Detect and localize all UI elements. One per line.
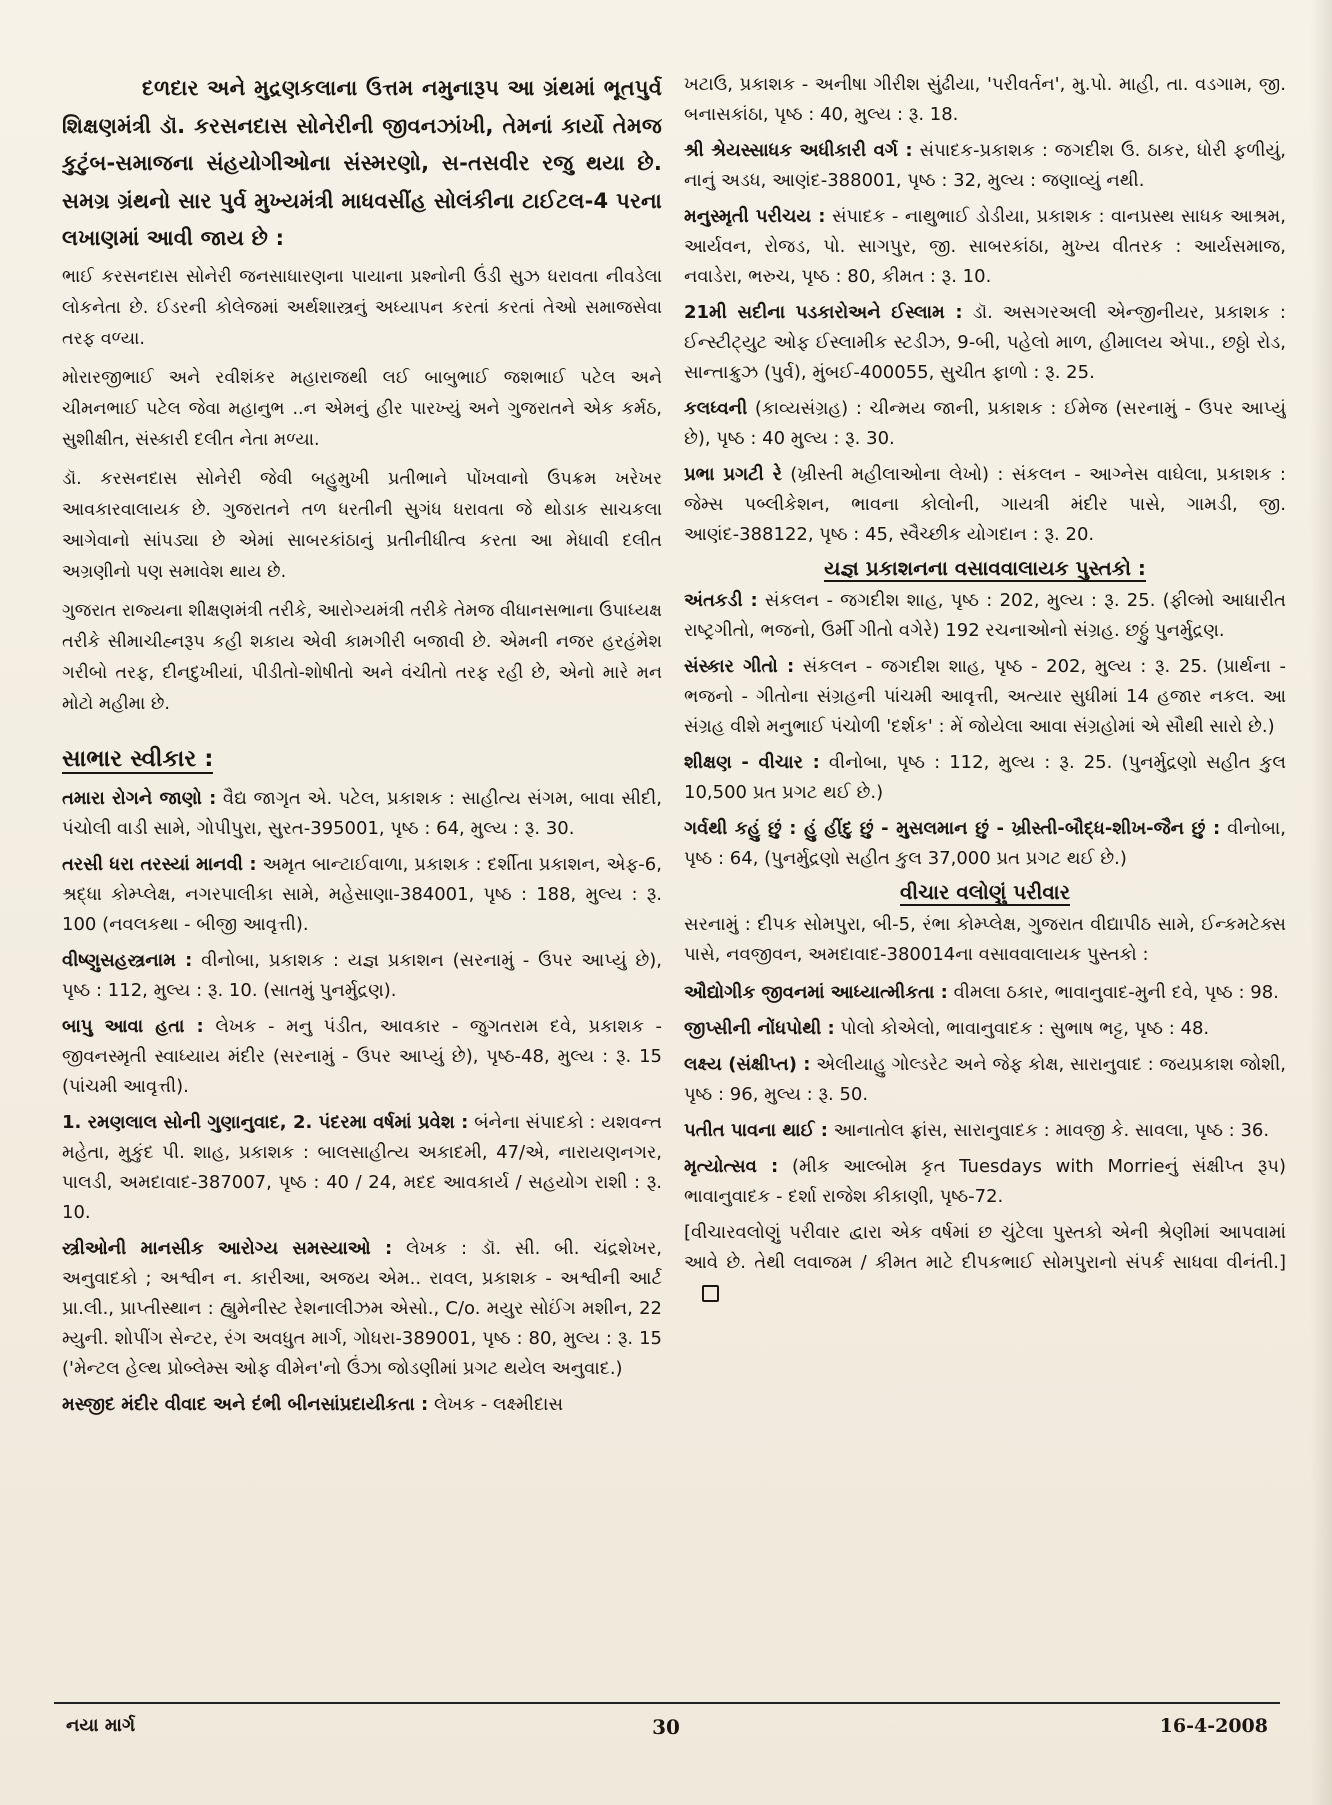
book-details: વીમલા ઠકાર, ભાવાનુવાદ-મુની દવે, પૃષ્ઠ : 98. [947,982,1279,1003]
book-details: પોલો કોએલો, ભાવાનુવાદક : સુભાષ ભટ્ટ, પૃષ્ઠ : 48. [834,1018,1210,1039]
book-title: બાપુ આવા હતા : [62,1015,204,1037]
book-entry [684,1116,1286,1146]
book-entry [62,946,662,1006]
book-details: સંપાદક-પ્રકાશક : જગદીશ ઉ. ઠાકર, ધોરી ફળીયું, નાનું અડધ, આણંદ-388001, પૃષ્ઠ : 32, મુલ્ય : જણાવ્યું નથી. [684,140,1286,191]
book-entry [684,748,1286,808]
book-entry [684,202,1286,292]
book-list [62,784,662,1420]
book-title: લક્ષ્ય (સંક્ષીપ્ત) : [684,1054,811,1075]
book-entry [62,850,662,940]
book-title: તરસી ધરા તરસ્યાં માનવી : [62,853,257,875]
book-details: આનાતોલ ફ્રાંસ, સારાનુવાદક : માવજી કે. સાવલા, પૃષ્ઠ : 36. [827,1120,1270,1141]
book-details: લેખક - મનુ પંડીત, આવકાર - જુગતરામ દવે, પ્રકાશક - જીવનસ્મૃતી સ્વાધ્યાય મંદીર (સરનામું - ઉપર આપ્યું છે), પૃષ્ઠ-48, મુલ્ય : રૂ. 15 (પાંચમી આવૃત્તી). [62,1015,662,1097]
book-title: પ્રભા પ્રગટી રે [684,464,782,485]
book-entry [684,460,1286,550]
book-entry [684,652,1286,742]
quote-paragraph: ડૉ. કરસનદાસ સોનેરી જેવી બહુમુખી પ્રતીભાને પોંખવાનો ઉપક્રમ ખરેખર આવકારવાલાયક છે. ગુજરાતને તળ ધરતીની સુગંધ ધરાવતા જે થોડાક સાચકલા આગેવાનો સાંપડ્યા છે એમાં સાબરકાંઠાનું પ્રતીનીધીત્વ કરતા આ મેધાવી દલીત અગ્રણીનો પણ સમાવેશ થાય છે. [62,468,662,582]
book-title: શીક્ષણ - વીચાર : [684,752,820,773]
section-heading-text: યજ્ઞ પ્રકાશનના વસાવવાલાયક પુસ્તકો : [824,556,1146,580]
book-entry [684,1050,1286,1110]
book-entry [62,1390,662,1420]
book-title: વીષ્ણુસહસ્ત્રનામ : [62,949,193,971]
book-entry [684,978,1286,1008]
quote-block [62,262,662,720]
intro-paragraph [62,70,662,258]
book-details: વીનોબા, પૃષ્ઠ : 64, (પુનર્મુદ્રણો સહીત કુલ 37,000 પ્રત પ્રગટ થઈ છે.) [684,818,1286,869]
yagna-book-list [684,586,1286,874]
book-details: લેખક - લક્ષ્મીદાસ [428,1393,564,1415]
page-number: 30 [652,1715,680,1739]
book-details: (ખ્રીસ્તી મહીલાઓના લેખો) : સંકલન - આગ્નેસ વાઘેલા, પ્રકાશક : જેમ્સ પબ્લીકેશન, ભાવના કોલોની, ગાયત્રી મંદીર પાસે, ગામડી, જી. આણંદ-388122, પૃષ્ઠ : 45, સ્વૈચ્છીક યોગદાન : રૂ. 20. [684,464,1286,545]
book-details: વૈદ્ય જાગૃત એ. પટેલ, પ્રકાશક : સાહીત્ય સંગમ, બાવા સીદી, પંચોલી વાડી સામે, ગોપીપુરા, સુરત-395001, પૃષ્ઠ : 64, મુલ્ય : રૂ. 30. [62,787,662,839]
book-details: સંકલન - જગદીશ શાહ, પૃષ્ઠ - 202, મુલ્ય : રૂ. 25. (પ્રાર્થના - ભજનો - ગીતોના સંગ્રહની પાંચમી આવૃત્તી, અત્યાર સુધીમાં 14 હજાર નકલ. આ સંગ્રહ વીશે મનુભાઈ પંચોળી 'દર્શક' : મેં જોયેલા આવા સંગ્રહોમાં એ સૌથી સારો છે.) [684,656,1286,737]
book-title: કલધ્વની [684,398,748,419]
magazine-name: નયા માર્ગ [66,1715,136,1736]
issue-date: 16-4-2008 [1159,1715,1268,1737]
book-title: 21મી સદીના પડકારોઅને ઈસ્લામ : [684,302,963,323]
section-heading-vichar [684,880,1286,904]
book-entry [684,1152,1286,1212]
quote-paragraph: મોરારજીભાઈ અને રવીશંકર મહારાજથી લઈ બાબુભાઈ જશભાઈ પટેલ અને ચીમનભાઈ પટેલ જેવા મહાનુભ ..ન એમનું હીર પારખ્યું અને ગુજરાતને એક કર્મઠ, સુશીક્ષીત, સંસ્કારી દલીત નેતા મળ્યા. [62,367,662,450]
book-title: મસ્જીદ મંદીર વીવાદ અને દંભી બીનસાંપ્રદાયીકતા : [62,1393,429,1415]
book-details: સંકલન - જગદીશ શાહ, પૃષ્ઠ : 202, મુલ્ય : રૂ. 25. (ફીલ્મો આધારીત રાષ્ટ્રગીતો, ભજનો, ઉર્મી ગીતો વગેરે) 192 રચનાઓનો સંગ્રહ. છઠ્ઠું પુનર્મુદ્રણ. [684,590,1286,641]
book-details: અમૃત બાન્ટાઈવાળા, પ્રકાશક : દર્શીતા પ્રકાશન, એફ-6, શ્રદ્ધા કોમ્પ્લેક્ષ, નગરપાલીકા સામે, મહેસાણા-384001, પૃષ્ઠ : 188, મુલ્ય : રૂ. 100 (નવલકથા - બીજી આવૃત્તી). [62,853,662,935]
book-details: (કાવ્યસંગ્રહ) : ચીન્મય જાની, પ્રકાશક : ઈમેજ (સરનામું - ઉપર આપ્યું છે), પૃષ્ઠ : 40 મુલ્ય : રૂ. 30. [684,398,1286,449]
book-title: પતીત પાવના થાઈ : [684,1120,828,1141]
book-details: વીનોબા, પ્રકાશક : યજ્ઞ પ્રકાશન (સરનામું - ઉપર આપ્યું છે), પૃષ્ઠ : 112, મુલ્ય : રૂ. 10. (સાતમું પુનર્મુદ્રણ). [62,949,662,1001]
closing-note-text: [વીચારવલોણું પરીવાર દ્વારા એક વર્ષમાં છ ચુંટેલા પુસ્તકો એની શ્રેણીમાં આપવામાં આવે છે. તેથી લવાજમ / કીમત માટે દીપકભાઈ સોમપુરાનો સંપર્ક સાધવા વીનંતી.] [684,1222,1286,1273]
book-entry [684,586,1286,646]
book-entry [62,1108,662,1228]
book-title: અંતકડી : [684,590,758,611]
book-details: ડૉ. અસગરઅલી એન્જીનીયર, પ્રકાશક : ઈન્સ્ટીટ્યુટ ઓફ ઈસ્લામીક સ્ટડીઝ, 9-બી, પહેલો માળ, હીમાલય એપા., છઠ્ઠો રોડ, સાન્તાક્રુઝ (પુર્વ), મુંબઈ-400055, સુચીત ફાળો : રૂ. 25. [684,302,1286,383]
vichar-book-list [684,978,1286,1212]
book-entry [684,814,1286,874]
quote-paragraph: ગુજરાત રાજ્યના શીક્ષણમંત્રી તરીકે, આરોગ્યમંત્રી તરીકે તેમજ વીધાનસભાના ઉપાધ્યક્ષ તરીકે સીમાચીહ્નરૂપ કહી શકાય એવી કામગીરી બજાવી છે. એમની નજર હરહંમેશ ગરીબો તરફ, દીનદુખીયાં, પીડીતો-શોષીતો અને વંચીતો તરફ રહી છે, એનો મારે મન મોટો મહીમા છે. [62,600,662,714]
book-entry [684,394,1286,454]
book-entry [684,136,1286,196]
book-details: બંનેના સંપાદકો : યશવન્ત મહેતા, મુકુંદ પી. શાહ, પ્રકાશક : બાલસાહીત્ય અકાદમી, 47/એ, નારાયણનગર, પાલડી, અમદાવાદ-387007, પૃષ્ઠ : 40 / 24, મદદ આવકાર્ય / સહયોગ રાશી : રૂ. 10. [62,1111,662,1223]
book-title: મૃત્યોત્સવ : [684,1156,779,1177]
footer-divider [54,1702,1280,1704]
book-details: એલીયાહુ ગોલ્ડરેટ અને જેફ કોક્ષ, સારાનુવાદ : જયપ્રકાશ જોશી, પૃષ્ઠ : 96, મુલ્ય : રૂ. 50. [684,1054,1286,1105]
right-column [684,70,1286,1695]
book-entry [684,1014,1286,1044]
book-entry [62,1012,662,1102]
book-list-continued [684,70,1286,550]
book-entry [62,1234,662,1384]
book-title: મનુસ્મૃતી પરીચય : [684,206,826,227]
intro-text: દળદાર અને મુદ્રણકલાના ઉત્તમ નમુનારૂપ આ ગ્રંથમાં ભૂતપુર્વ શિક્ષણમંત્રી ડૉ. કરસનદાસ સોનેરીની જીવનઝાંખી, તેમનાં કાર્યો તેમજ કુટુંબ-સમાજના સંહયોગીઓના સંસ્મરણો, સ-તસવીર રજુ થયા છે. સમગ્ર ગ્રંથનો સાર પુર્વ મુખ્યમંત્રી માધવસીંહ સોલંકીના ટાઈટલ-4 પરના લખાણમાં આવી જાય છે : [62,76,662,250]
book-details: લેખક : ડૉ. સી. બી. ચંદ્રશેખર, અનુવાદકો ; અશ્વીન ન. કારીઆ, અજય એમ.. રાવલ, પ્રકાશક - અશ્વીની આર્ટ પ્રા.લી., પ્રાપ્તીસ્થાન : હ્યુમેનીસ્ટ રેશનાલીઝમ એસો., C/o. મયુર સોઈંગ મશીન, 22 મ્યુની. શોપીંગ સેન્ટર, રંગ અવધુત માર્ગ, ગોધરા-389001, પૃષ્ઠ : 80, મુલ્ય : રૂ. 15 ('મેન્ટલ હેલ્થ પ્રોબ્લેમ્સ ઓફ વીમેન'નો ઉંઝા જોડણીમાં પ્રગટ થયેલ અનુવાદ.) [62,1237,662,1379]
quote-paragraph: ભાઈ કરસનદાસ સોનેરી જનસાધારણના પાયાના પ્રશ્નોની ઉંડી સુઝ ધરાવતા નીવડેલા લોકનેતા છે. ઈડરની કોલેજમાં અર્થશાસ્ત્રનું અધ્યાપન કરતાં કરતાં તેઓ સમાજસેવા તરફ વળ્યા. [62,266,662,349]
hollow-square-icon [702,1285,719,1302]
book-title: સ્ત્રીઓની માનસીક આરોગ્ય સમસ્યાઓ : [62,1237,393,1259]
book-title: તમારા રોગને જાણો : [62,787,217,809]
left-column [62,70,662,1695]
book-entry [684,298,1286,388]
book-entry [684,70,1286,130]
book-title: શ્રી શ્રેયસ્સાધક અધીકારી વર્ગ : [684,140,913,161]
book-title: જીપ્સીની નોંધપોથી : [684,1018,835,1039]
book-title: ગર્વથી કહું છું : હું હીંદુ છું - મુસલમાન છું - ખ્રીસ્તી-બૌદ્ધ-શીખ-જૈન છું : [684,818,1221,839]
section-heading-acknowledgement: સાભાર સ્વીકાર : [62,745,214,772]
book-details: (મીક આલ્બોમ કૃત Tuesdays with Morrieનું સંક્ષીપ્ત રૂપ) ભાવાનુવાદક - દર્શા રાજેશ કીકાણી, પૃષ્ઠ-72. [684,1156,1286,1207]
book-title: સંસ્કાર ગીતો : [684,656,795,677]
closing-note [684,1218,1286,1308]
book-details: સંપાદક - નાથુભાઈ ડોડીયા, પ્રકાશક : વાનપ્રસ્થ સાધક આશ્રમ, આર્યવન, રોજડ, પો. સાગપુર, જી. સાબરકાંઠા, મુખ્ય વીતરક : આર્યસમાજ, નવાડેરા, ભરુચ, પૃષ્ઠ : 80, કીમત : રૂ. 10. [684,206,1286,287]
page-edge-shadow [1310,0,1332,1805]
section-heading-text: વીચાર વલોણું પરીવાર [899,880,1071,904]
book-title: ઔદ્યોગીક જીવનમાં આધ્યાત્મીકતા : [684,982,948,1003]
book-title: 1. રમણલાલ સોની ગુણાનુવાદ, 2. પંદરમા વર્ષમાં પ્રવેશ : [62,1111,469,1133]
book-details: ખટાઉ, પ્રકાશક - અનીષા ગીરીશ સુંઢીયા, 'પરીવર્તન', મુ.પો. માહી, તા. વડગામ, જી. બનાસકાંઠા, પૃષ્ઠ : 40, મુલ્ય : રૂ. 18. [684,74,1286,125]
book-entry [62,784,662,844]
book-details: વીનોબા, પૃષ્ઠ : 112, મુલ્ય : રૂ. 25. (પુનર્મુદ્રણો સહીત કુલ 10,500 પ્રત પ્રગટ થઈ છે.) [684,752,1286,803]
section-heading-yagna [684,556,1286,580]
address-paragraph: સરનામું : દીપક સોમપુરા, બી-5, રંભા કોમ્પ્લેક્ષ, ગુજરાત વીદ્યાપીઠ સામે, ઈન્કમટેક્સ પાસે, નવજીવન, અમદાવાદ-380014ના વસાવવાલાયક પુસ્તકો : [684,914,1286,965]
